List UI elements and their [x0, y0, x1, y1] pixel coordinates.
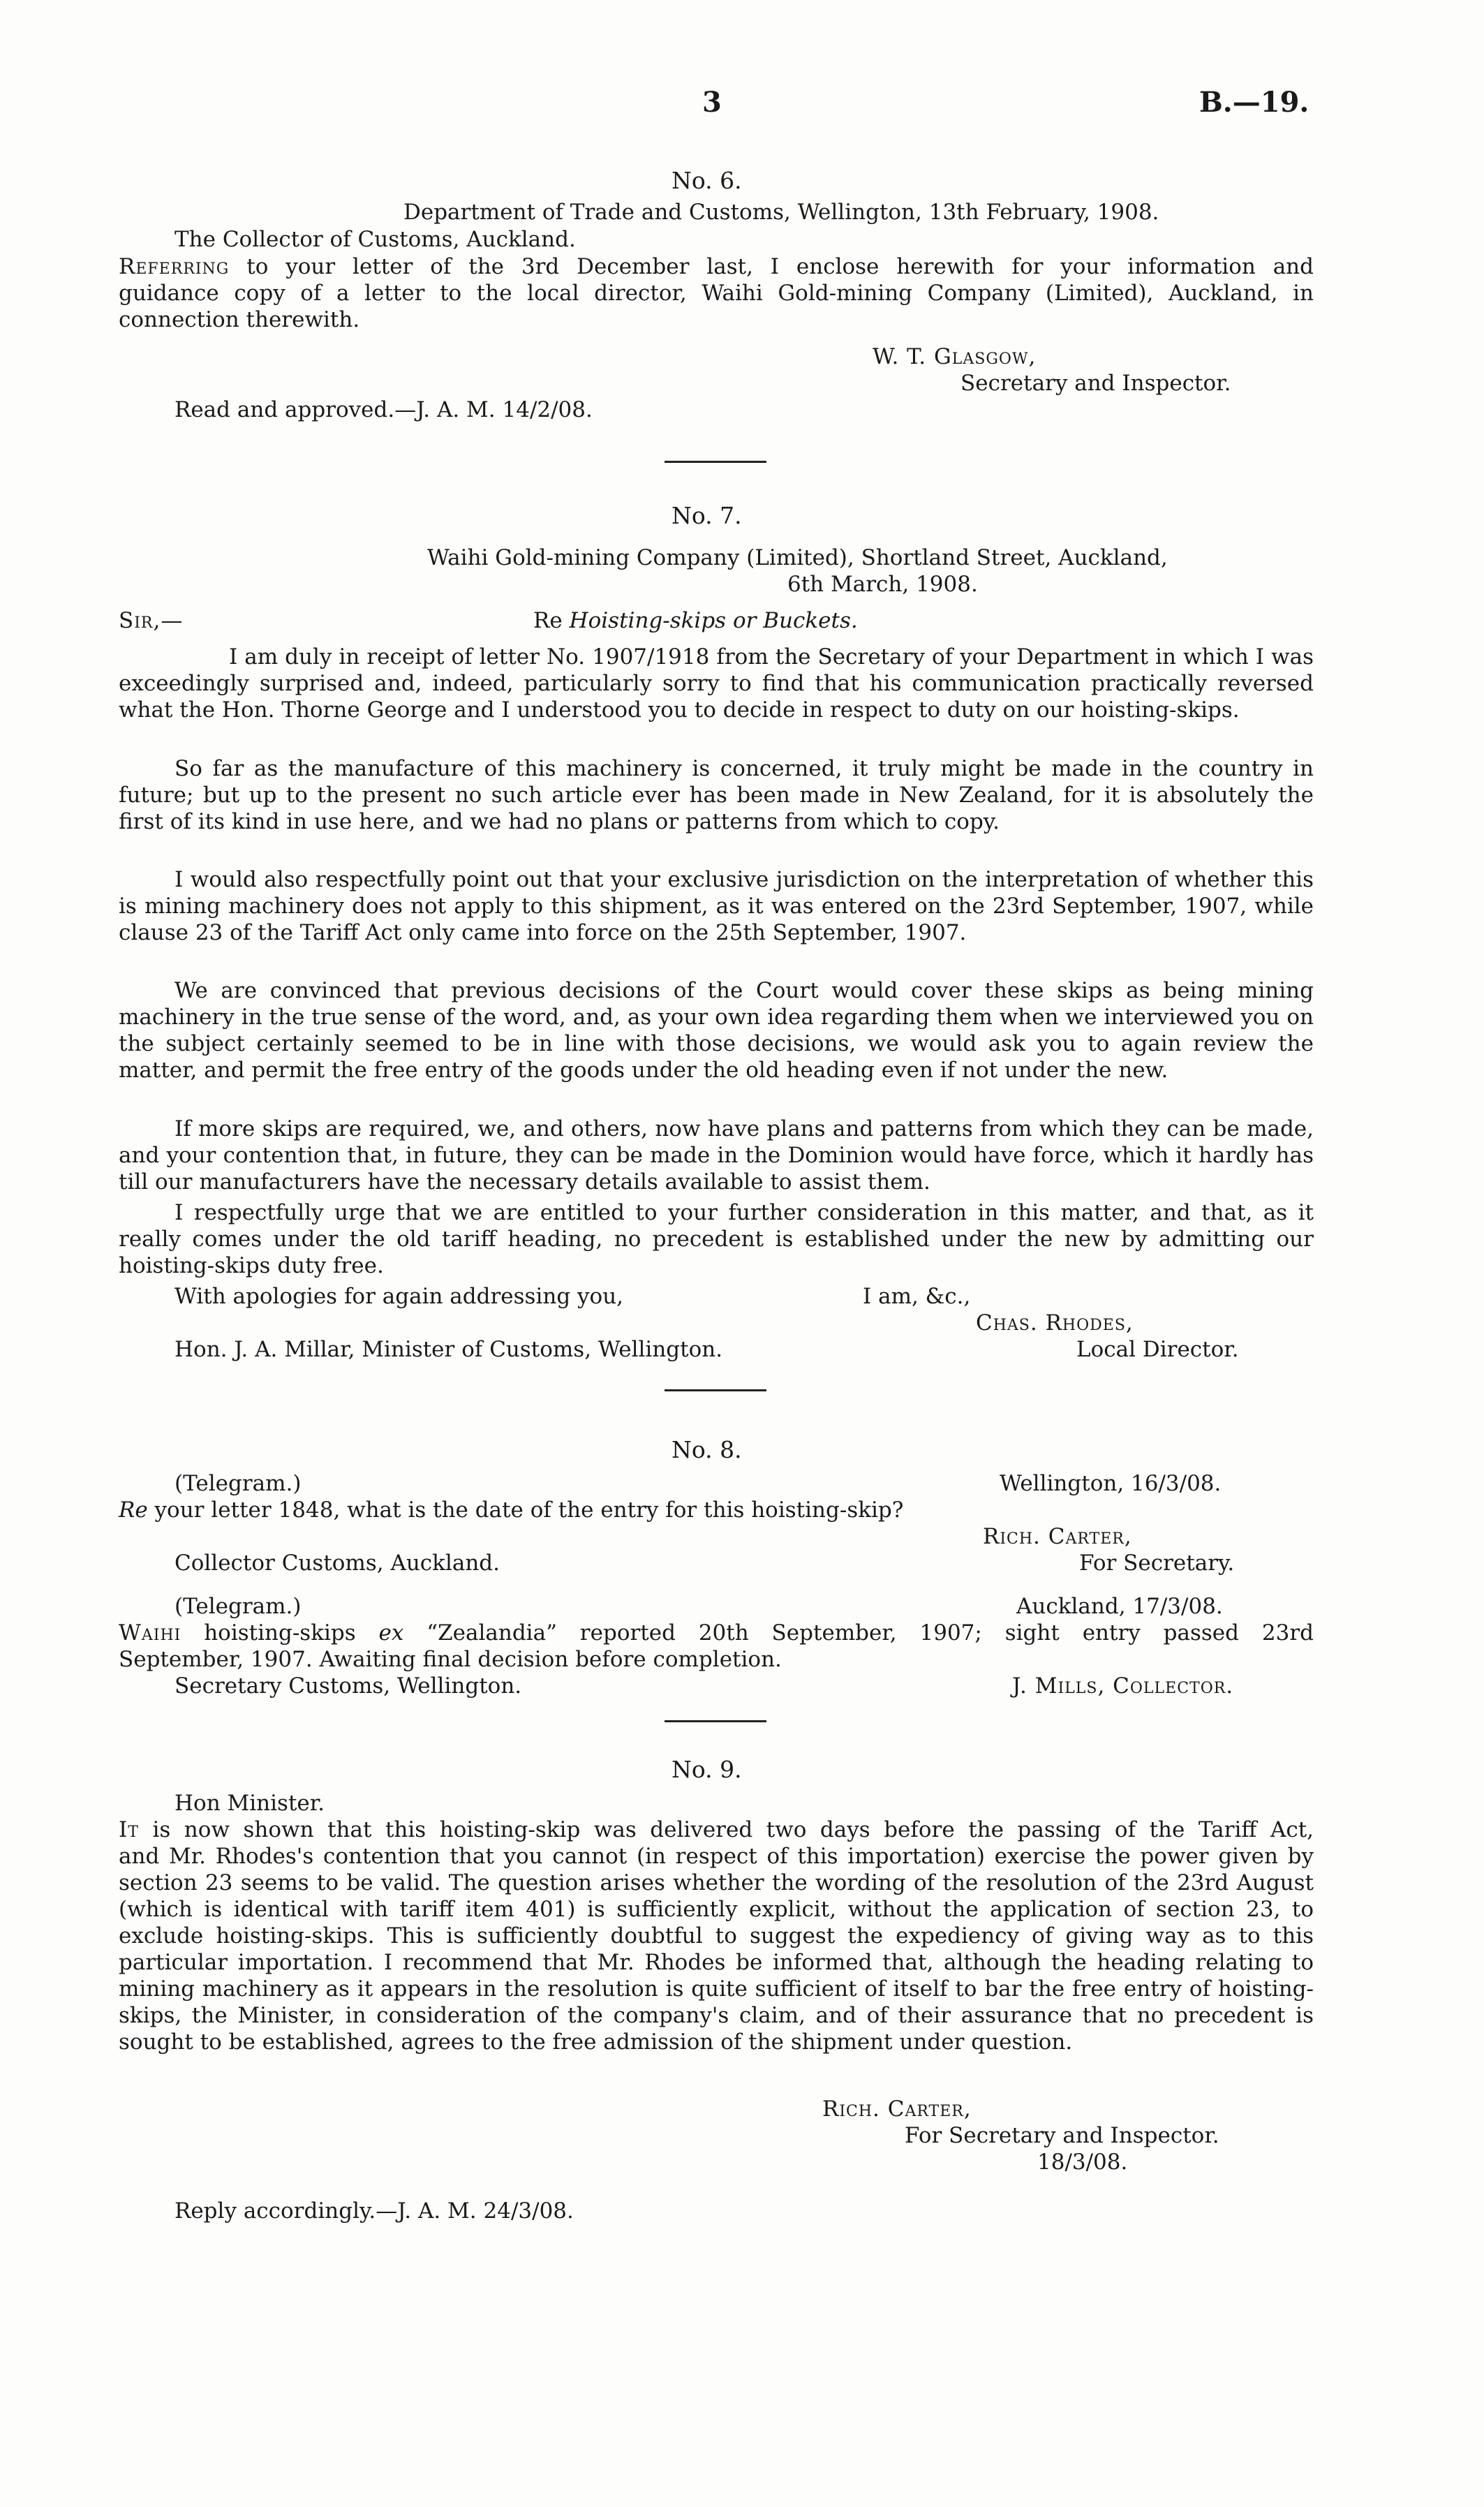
no8-telegram2-ex: ex: [378, 1620, 404, 1646]
no8-telegram2-line1: [119, 1620, 1314, 1646]
no8-telegram1-body: [119, 1497, 903, 1523]
no9-signature-name: Rich. Carter,: [822, 2096, 972, 2122]
no7-re-subject: Hoisting-skips or Buckets.: [569, 608, 858, 633]
no9-signature-date: 18/3/08.: [1037, 2150, 1128, 2175]
no7-re-prefix: Re: [533, 608, 570, 633]
no7-paragraph-1: I am duly in receipt of letter No. 1907/1918 from the Secretary of your Department in which I was exceedingly surprised and, indeed, particularly sorry to find that his communication practically reversed what the Hon. Thorne George and I understood you to decide in respect to duty on our hoisting-skips.: [119, 644, 1314, 723]
no6-approval: Read and approved.—J. A. M. 14/2/08.: [175, 397, 593, 422]
section-divider: [665, 1720, 766, 1722]
no6-signature-title: Secretary and Inspector.: [960, 371, 1231, 396]
no8-telegram1-text: your letter 1848, what is the date of the entry for this hoisting-skip?: [147, 1497, 904, 1523]
no7-from-line2: 6th March, 1908.: [787, 572, 978, 597]
section-heading-no8: No. 8.: [671, 1436, 742, 1463]
no7-from-line1: Waihi Gold-mining Company (Limited), Shortland Street, Auckland,: [427, 545, 1168, 570]
section-heading-no7: No. 7.: [671, 502, 742, 529]
no7-closing-left: With apologies for again addressing you,: [175, 1284, 624, 1309]
no6-signature-name: W. T. Glasgow,: [873, 344, 1037, 369]
no7-paragraph-2: So far as the manufacture of this machinery is concerned, it truly might be made in the country in future; but up to the present no such article ever has been made in New Zealand, for it is absolutely the first of its kind in use here, and we had no plans or patterns from which to copy.: [119, 756, 1314, 834]
no8-telegram2-to: Secretary Customs, Wellington.: [175, 1673, 522, 1699]
no6-body-line1: [119, 253, 1314, 280]
no9-body-line1-text: is now shown that this hoisting-skip was delivered two days before the passing of the Tariff Act,: [138, 1817, 1314, 1842]
no8-telegram2-first-word: Waihi: [119, 1620, 181, 1646]
section-divider: [665, 461, 766, 463]
document-code: B.—19.: [1199, 86, 1309, 119]
no8-telegram2-label: (Telegram.): [175, 1594, 302, 1619]
no8-telegram1-label: (Telegram.): [175, 1471, 302, 1496]
no7-paragraph-5: If more skips are required, we, and others, now have plans and patterns from which they can be made, and your contention that, in future, they can be made in the Dominion would have force, which it hardly has till our manufacturers have the necessary details available to assist them.: [119, 1116, 1314, 1195]
section-divider: [665, 1389, 766, 1391]
no6-addressee: The Collector of Customs, Auckland.: [175, 227, 576, 252]
no9-addressee: Hon Minister.: [175, 1791, 325, 1816]
no8-telegram1-to: Collector Customs, Auckland.: [175, 1551, 500, 1576]
no9-signature-title: For Secretary and Inspector.: [905, 2123, 1219, 2148]
no7-paragraph-3: I would also respectfully point out that your exclusive jurisdiction on the interpretation of whether this is mining machinery does not apply to this shipment, as it was entered on the 23rd September, 1907, while clause 23 of the Tariff Act only came into force on the 25th September, 1907.: [119, 867, 1314, 945]
no8-telegram1-signature-name: Rich. Carter,: [983, 1524, 1132, 1549]
no7-paragraph-4: We are convinced that previous decisions of the Court would cover these skips as being mining machinery in the true sense of the word, and, as your own idea regarding them when we interviewed you on the subject certainly seemed to be in line with those decisions, we would ask you to again review the matter, and permit the free entry of the goods under the old heading even if not under the new.: [119, 978, 1314, 1083]
section-heading-no9: No. 9.: [671, 1756, 742, 1783]
no7-subject-line: [533, 607, 858, 634]
no9-body-line1: [119, 1817, 1314, 1843]
page-number: 3: [702, 86, 722, 119]
no9-body-rest: and Mr. Rhodes's contention that you cannot (in respect of this importation) exercise the power given by section 23 seems to be valid. The question arises whether the wording of the resolution of the 23rd August (which is identical with tariff item 401) is sufficiently explicit, without the application of section 23, to exclude hoisting-skips. This is sufficiently doubtful to suggest the expediency of giving way as to this particular importation. I recommend that Mr. Rhodes be informed that, although the heading relating to mining machinery as it appears in the resolution is quite sufficient of itself to bar the free entry of hoisting-skips, the Minister, in consideration of the company's claim, and of their assurance that no precedent is sought to be established, agrees to the free admission of the shipment under question.: [119, 1844, 1314, 2055]
no9-first-word: It: [119, 1817, 139, 1842]
no8-telegram2-signature: J. Mills, Collector.: [1012, 1673, 1234, 1699]
no6-body-rest: guidance copy of a letter to the local director, Waihi Gold-mining Company (Limited), Auckland, in connection therewith.: [119, 281, 1314, 332]
no7-signature-title: Local Director.: [1076, 1337, 1239, 1362]
section-heading-no6: No. 6.: [671, 167, 742, 194]
no7-addressee: Hon. J. A. Millar, Minister of Customs, Wellington.: [175, 1337, 723, 1362]
no8-re: Re: [119, 1497, 148, 1523]
no7-closing-right: I am, &c.,: [863, 1284, 971, 1309]
no8-telegram2-text-b: “Zealandia” reported 20th September, 1907; sight entry passed 23rd: [403, 1620, 1314, 1646]
no6-body-line1-text: to your letter of the 3rd December last, I enclose herewith for your information and: [229, 254, 1314, 279]
no6-from-line: Department of Trade and Customs, Wellington, 13th February, 1908.: [403, 200, 1159, 225]
no7-paragraph-6: I respectfully urge that we are entitled to your further consideration in this matter, and that, as it really comes under the old tariff heading, no precedent is established under the new by admitting our hoisting-skips duty free.: [119, 1200, 1314, 1278]
no8-telegram2-line2: September, 1907. Awaiting final decision before completion.: [119, 1647, 782, 1672]
no7-salutation: Sir,—: [119, 608, 184, 633]
no8-telegram2-text-a: hoisting-skips: [181, 1620, 379, 1646]
no7-signature-name: Chas. Rhodes,: [976, 1310, 1134, 1336]
no8-telegram1-place-date: Wellington, 16/3/08.: [1000, 1471, 1222, 1496]
no6-first-word: Referring: [119, 254, 230, 279]
no9-reply: Reply accordingly.—J. A. M. 24/3/08.: [175, 2198, 574, 2224]
no8-telegram1-signature-title: For Secretary.: [1079, 1551, 1235, 1576]
no8-telegram2-place-date: Auckland, 17/3/08.: [1016, 1594, 1223, 1619]
